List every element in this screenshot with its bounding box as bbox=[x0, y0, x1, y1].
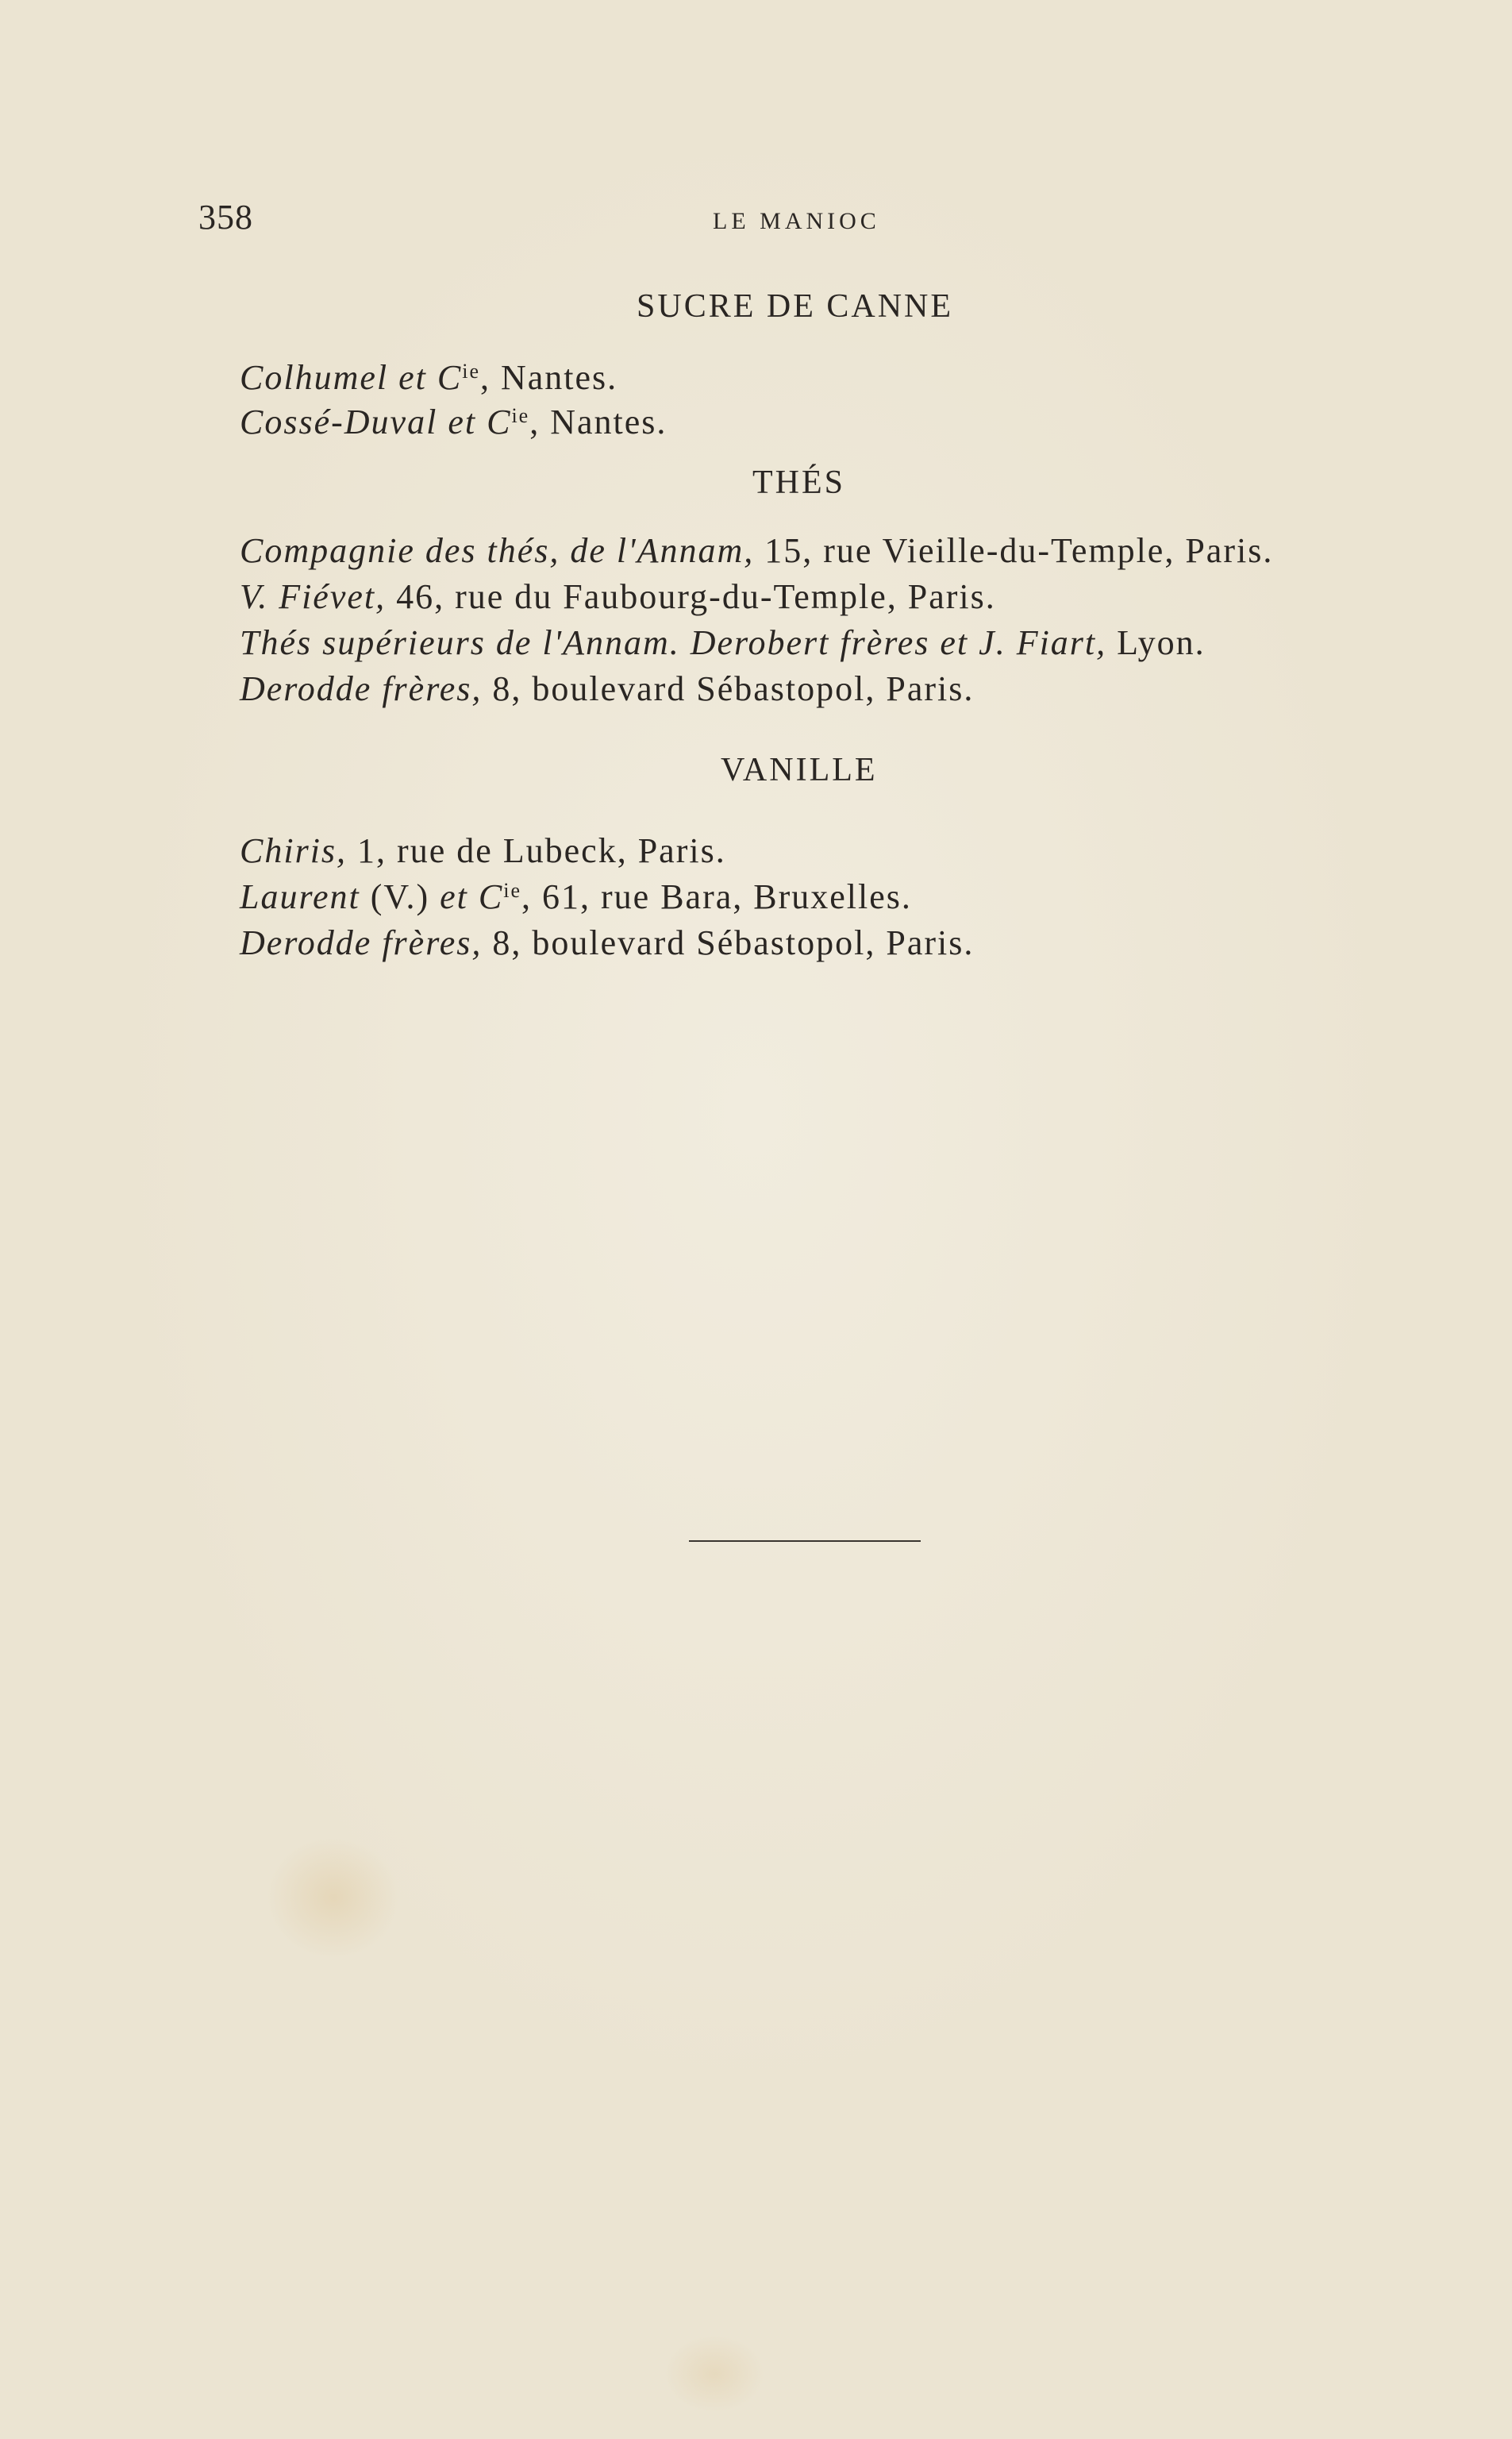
entry-company-sup: ie bbox=[511, 404, 530, 427]
entry-conj: et bbox=[437, 403, 487, 441]
entry-address: 8, boulevard Sébastopol, Paris. bbox=[482, 669, 975, 708]
section-title-thes: THÉS bbox=[752, 464, 845, 501]
entry-name: Derodde frères, bbox=[240, 669, 483, 708]
entry-address: Lyon. bbox=[1106, 623, 1206, 662]
entry-derodde-freres-vanille bbox=[240, 923, 974, 963]
entry-company-sup: ie bbox=[503, 879, 522, 902]
entry-cosse-duval bbox=[240, 402, 667, 442]
entry-company: C bbox=[437, 358, 463, 397]
entry-name: Thés supérieurs de l'Annam. Derobert frères et J. Fiart, bbox=[240, 623, 1107, 662]
entry-address: , 61, rue Bara, Bruxelles. bbox=[521, 877, 912, 916]
entry-address: 1, rue de Lubeck, Paris. bbox=[347, 831, 726, 870]
entry-name: Cossé-Duval bbox=[240, 403, 438, 441]
entry-colhumel bbox=[240, 357, 617, 398]
entry-derodde-freres bbox=[240, 669, 974, 709]
entry-address: , Nantes. bbox=[480, 358, 618, 397]
entry-company: C bbox=[487, 403, 512, 441]
entry-name: Derodde frères, bbox=[240, 923, 483, 962]
entry-address: , Nantes. bbox=[529, 403, 668, 441]
entry-name: Colhumel bbox=[240, 358, 389, 397]
section-title-vanille: VANILLE bbox=[721, 752, 878, 788]
entry-compagnie-des-thes bbox=[240, 530, 1273, 571]
entry-name: Laurent bbox=[240, 877, 360, 916]
entry-address: 15, rue Vieille-du-Temple, Paris. bbox=[754, 531, 1274, 570]
entry-company: C bbox=[478, 877, 504, 916]
section-title-sucre-de-canne: SUCRE DE CANNE bbox=[637, 288, 954, 325]
entry-address: 46, rue du Faubourg-du-Temple, Paris. bbox=[386, 577, 996, 616]
entry-name: Chiris, bbox=[240, 831, 348, 870]
entry-chiris bbox=[240, 830, 726, 871]
entry-laurent bbox=[240, 877, 912, 917]
end-rule bbox=[689, 1540, 921, 1542]
entry-conj: et bbox=[440, 877, 479, 916]
entry-paren: (V.) bbox=[360, 877, 441, 916]
entry-address: 8, boulevard Sébastopol, Paris. bbox=[482, 923, 975, 962]
entry-company-sup: ie bbox=[462, 360, 480, 383]
entry-name: V. Fiévet, bbox=[240, 577, 387, 616]
page-number: 358 bbox=[198, 198, 253, 237]
entry-thes-superieurs bbox=[240, 622, 1206, 663]
entry-conj: et bbox=[388, 358, 437, 397]
entry-fievet bbox=[240, 576, 996, 617]
running-head: LE MANIOC bbox=[713, 208, 880, 234]
entry-name: Compagnie des thés, de l'Annam, bbox=[240, 531, 755, 570]
